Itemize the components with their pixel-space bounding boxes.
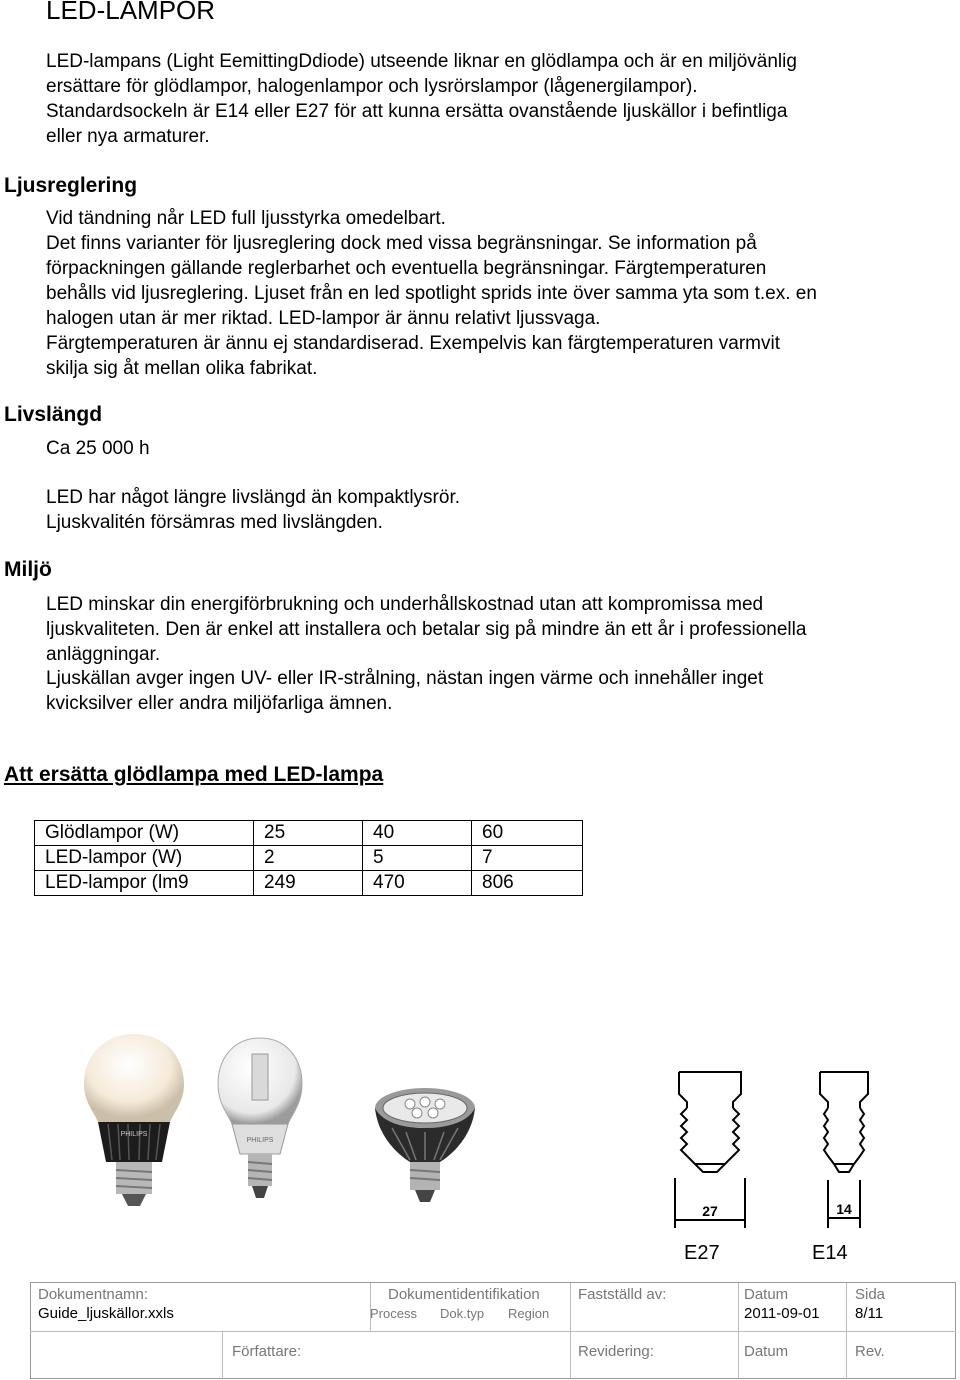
table-cell: 806 [472,871,583,896]
intro-line: Standardsockeln är E14 eller E27 för att kunna ersätta ovanstående ljuskällor i befintliga [46,101,788,122]
dimension-label: 14 [836,1201,852,1217]
table-cell: 25 [254,821,363,846]
heading-ersatta: Att ersätta glödlampa med LED-lampa [4,763,384,786]
miljo-line: LED minskar din energiförbrukning och underhållskostnad utan att kompromissa med [46,594,764,615]
intro-line: ersättare för glödlampor, halogenlampor och lysrörslampor (lågenergilampor). [46,76,698,97]
e27-socket-drawing [665,1068,755,1230]
page-title: LED-LAMPOR [46,0,216,25]
intro-line: LED-lampans (Light EemittingDdiode) utseende liknar en glödlampa och är en miljövänlig [46,51,797,72]
miljo-line: Ljuskällan avger ingen UV- eller IR-strålning, nästan ingen värme och innehåller inget [46,668,764,689]
heading-livslangd: Livslängd [4,403,103,426]
led-bulb-e27-image [78,1030,190,1208]
footer-datum2-label: Datum [744,1343,789,1360]
table-cell: LED-lampor (lm9 [35,871,254,896]
footer-faststalld-label: Fastställd av: [578,1286,667,1303]
table-cell: 2 [254,846,363,871]
brand-logo: PHILIPS [120,1131,148,1138]
table-cell: LED-lampor (W) [35,846,254,871]
socket-label-e14: E14 [812,1242,848,1264]
ljusreglering-line: behålls vid ljusreglering. Ljuset från en led spotlight sprids inte över samma yta som t.ex. en [46,283,817,304]
table-row [35,846,583,871]
miljo-line: ljuskvaliteten. Den är enkel att installera och betalar sig på mindre än ett år i professionella [46,619,807,640]
heading-miljo: Miljö [4,558,52,581]
table-cell: 5 [363,846,472,871]
ljusreglering-line: förpackningen gällande reglerbarhet och eventuella begränsningar. Färgtemperaturen [46,258,767,279]
footer-dokumentnamn-label: Dokumentnamn: [38,1286,149,1303]
footer-process-label: Process [370,1306,417,1321]
ljusreglering-line: Vid tändning når LED full ljusstyrka omedelbart. [46,208,446,229]
ljusreglering-line: skilja sig åt mellan olika fabrikat. [46,358,318,379]
ljusreglering-line: halogen utan är mer riktad. LED-lampor är ännu relativt ljussvaga. [46,308,601,329]
miljo-line: anläggningar. [46,644,161,665]
table-cell: 40 [363,821,472,846]
footer-datum-label: Datum [744,1286,789,1303]
brand-logo: PHILIPS [246,1137,274,1144]
table-row [35,871,583,896]
footer-region-label: Region [508,1306,550,1321]
footer-doktyp-label: Dok.typ [440,1306,485,1321]
footer-forfattare-label: Författare: [232,1343,302,1360]
footer-dokid-label: Dokumentidentifikation [388,1286,540,1303]
comparison-table [34,820,583,896]
footer-sida-value: 8/11 [855,1305,884,1322]
ljusreglering-line: Det finns varianter för ljusreglering dock med vissa begränsningar. Se information på [46,233,757,254]
footer-revidering-label: Revidering: [578,1343,654,1360]
table-cell: 470 [363,871,472,896]
table-cell: 7 [472,846,583,871]
table-cell: Glödlampor (W) [35,821,254,846]
table-cell: 60 [472,821,583,846]
livslangd-line: LED har något längre livslängd än kompaktlysrör. [46,487,461,508]
ljusreglering-line: Färgtemperaturen är ännu ej standardiserad. Exempelvis kan färgtemperaturen varmvit [46,333,780,354]
footer-rev-label: Rev. [855,1343,885,1360]
footer-sida-label: Sida [855,1286,886,1303]
footer-dokumentnamn-value: Guide_ljuskällor.xxls [38,1305,174,1322]
intro-line: eller nya armaturer. [46,126,210,147]
miljo-line: kvicksilver eller andra miljöfarliga ämnen. [46,693,393,714]
e14-socket-drawing [808,1068,880,1230]
dimension-label: 27 [702,1203,718,1219]
footer-datum-value: 2011-09-01 [744,1305,820,1322]
led-spotlight-image [370,1082,480,1204]
heading-ljusreglering: Ljusreglering [4,174,138,197]
socket-label-e27: E27 [684,1242,720,1264]
livslangd-line: Ljuskvalitén försämras med livslängden. [46,512,383,533]
table-cell: 249 [254,871,363,896]
table-row [35,821,583,846]
livslangd-value: Ca 25 000 h [46,438,150,459]
led-bulb-e14-image [212,1034,308,1202]
